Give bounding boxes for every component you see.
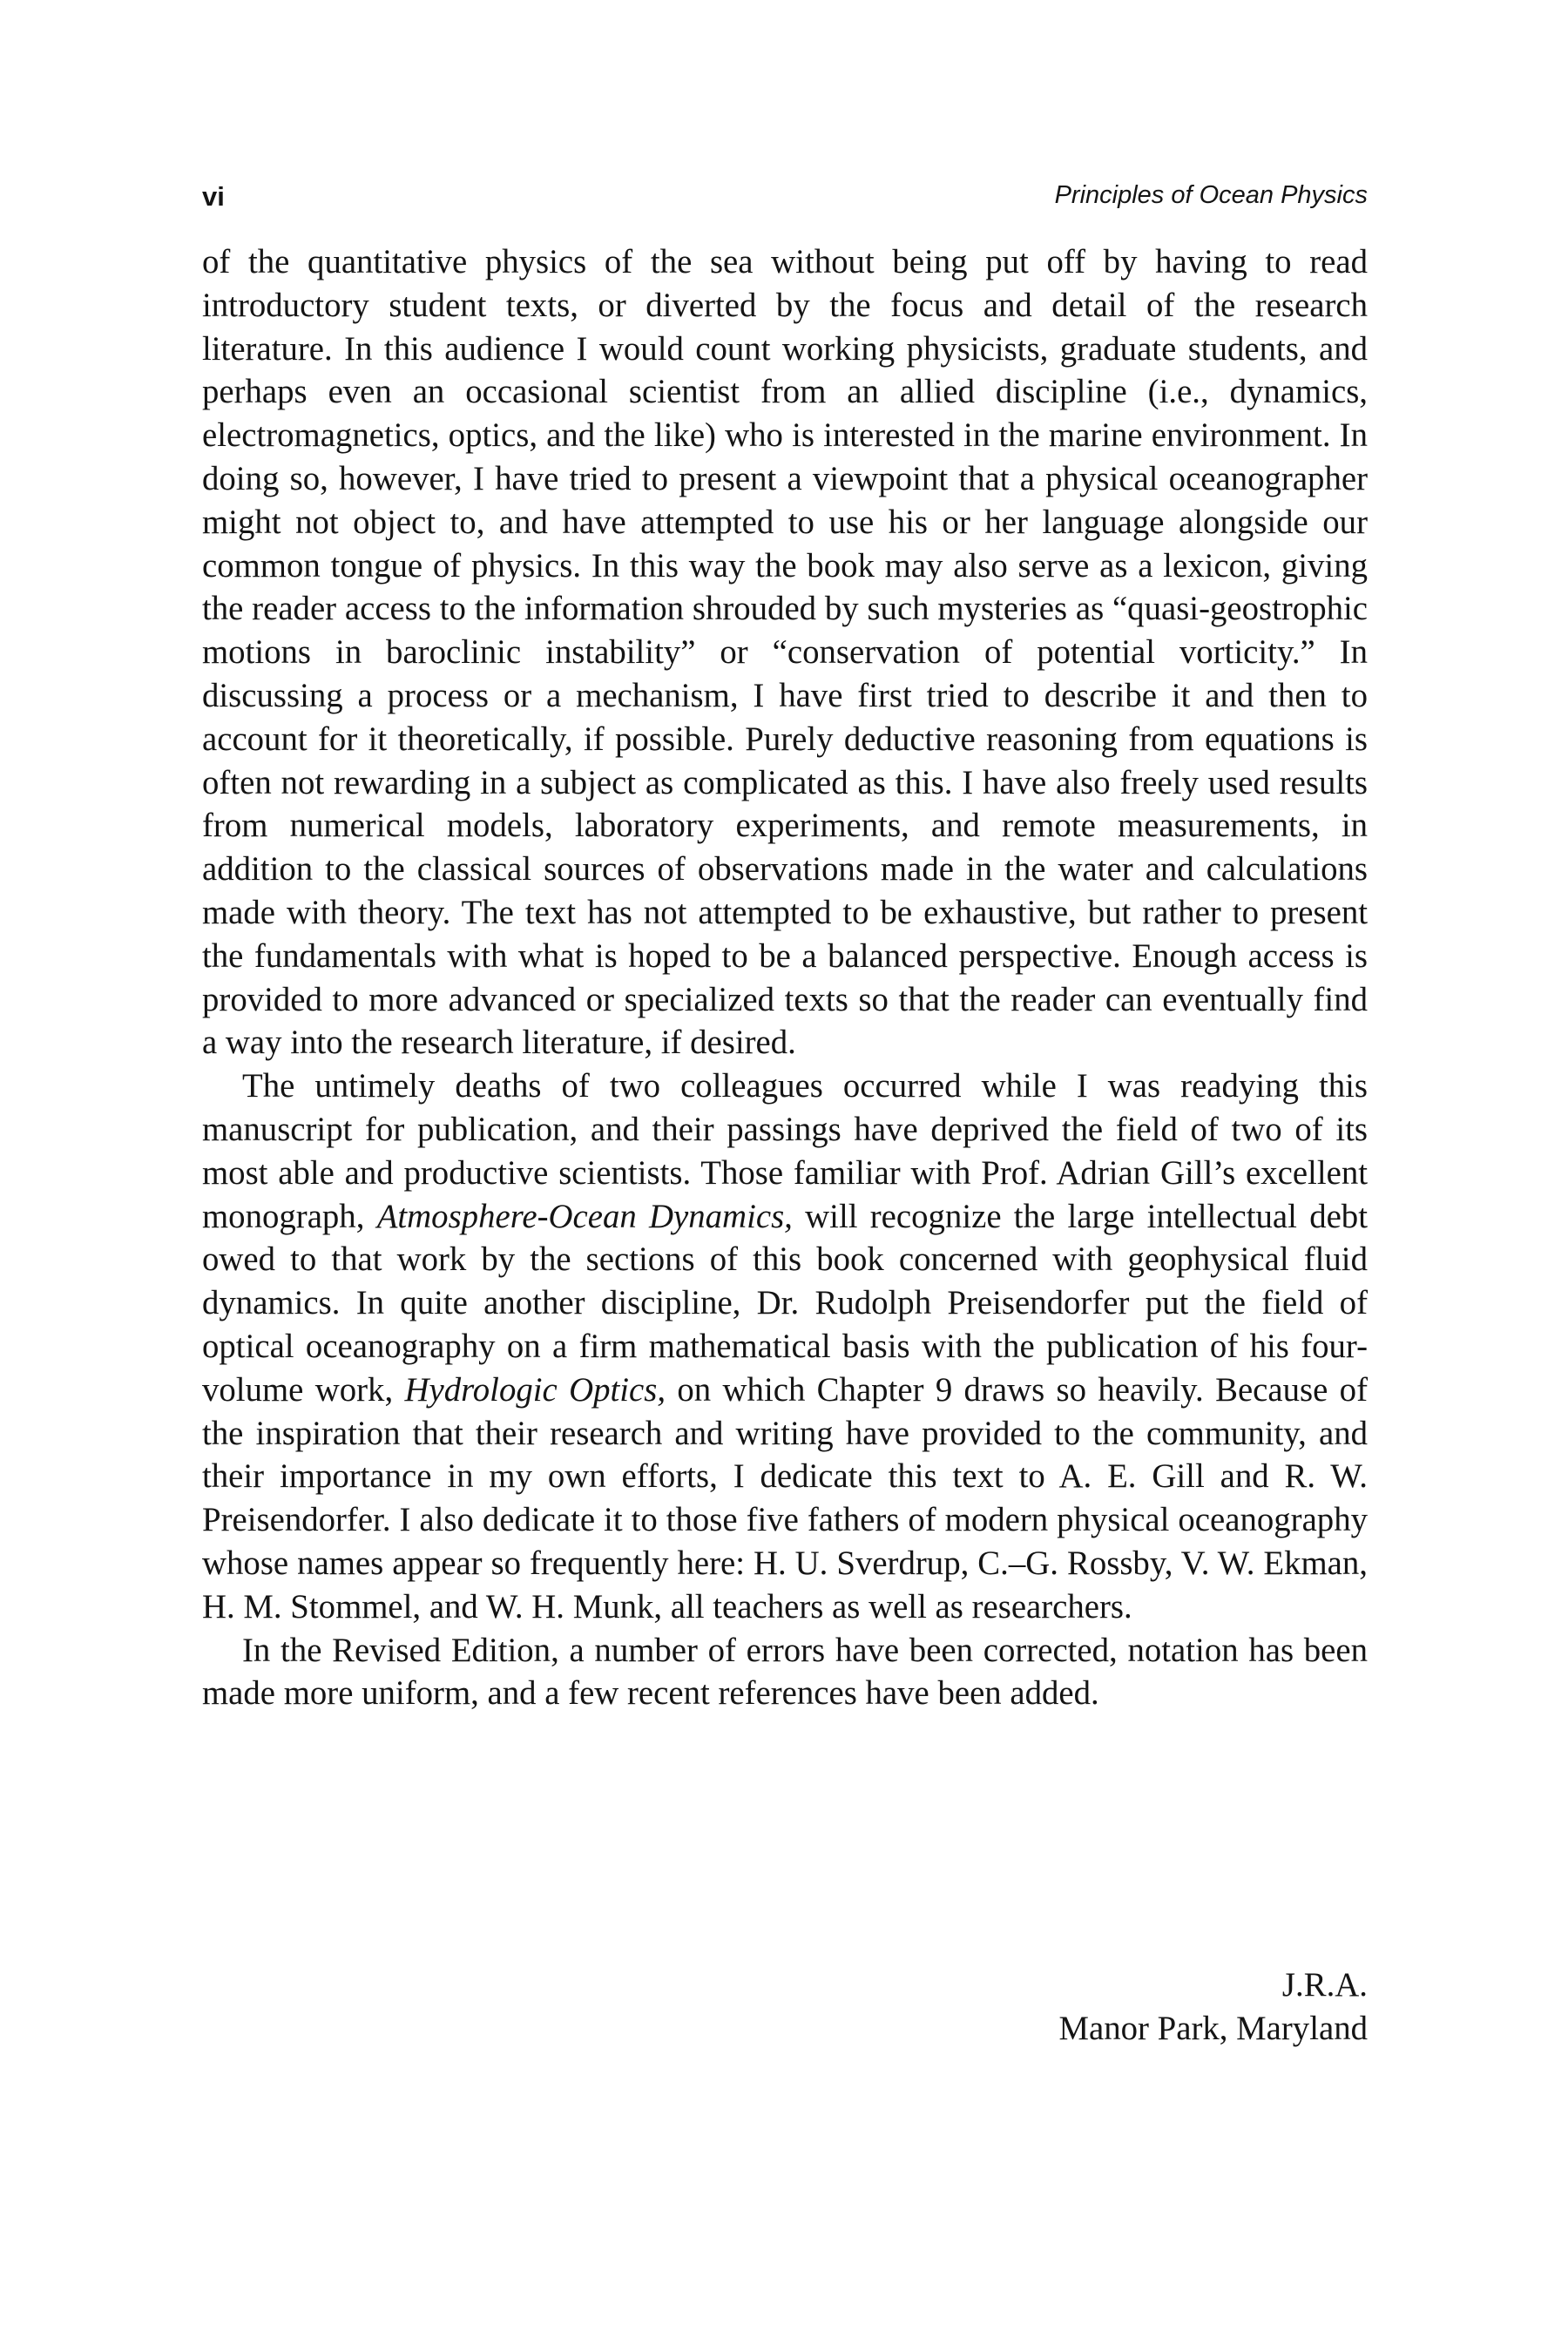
dedication-text-2: will recognize the large intellectual debt owed to that work by the sections of this book concerned with geophysical fluid dynamics. In quite another discipline, Dr. Rudolph Preisendorfer put the field of optical oceanography on a firm mathematical basis with the publication of his four-volume work, (202, 1197, 1368, 1409)
dedication-text-3: on which Chapter 9 draws so heavily. Because of the inspiration that their research and writing have provided to the community, and their importance in my own efforts, I dedicate this text to A. E. Gill and R. W. Preisendorfer. I also dedicate it to those five fathers of modern physical oceanography whose names appear so frequently here: H. U. Sverdrup, C.–G. Rossby, V. W. Ekman, H. M. Stommel, and W. H. Munk, all teachers as well as researchers. (202, 1370, 1368, 1625)
running-title: Principles of Ocean Physics (1054, 181, 1368, 209)
author-initials: J.R.A. (1281, 1966, 1368, 2004)
page-number: vi (202, 181, 225, 212)
paragraph-revised-edition: In the Revised Edition, a number of errors have been corrected, notation has been made more uniform, and a few recent references have been added. (202, 1631, 1368, 1713)
signature-block (1059, 1963, 1368, 2051)
author-location: Manor Park, Maryland (1058, 2010, 1368, 2047)
dedication-text-1: The untimely deaths of two colleagues occurred while I was readying this manuscript for publication, and their passings have deprived the field of two of its most able and productive scientists. Those familiar with Prof. Adrian Gill’s excellent monograph, (202, 1067, 1368, 1235)
paragraph-continued: of the quantitative physics of the sea without being put off by having to read introductory student texts, or diverted by the focus and detail of the research literature. In this audience I would count working physicists, graduate students, and perhaps even an occasional scientist from an allied discipline (i.e., dynamics, electromagnetics, optics, and the like) who is interested in the marine environment. In doing so, however, I have tried to present a viewpoint that a physical oceanographer might not object to, and have attempted to use his or her language alongside our common tongue of physics. In this way the book may also serve as a lexicon, giving the reader access to the information shrouded by such mysteries as “quasi-geostrophic motions in baroclinic instability” or “conservation of potential vorticity.” In discussing a process or a mechanism, I have first tried to describe it and then to account for it theoretically, if possible. Purely deductive reasoning from equations is often not rewarding in a subject as complicated as this. I have also freely used results from numerical models, laboratory experiments, and remote measurements, in addition to the classical sources of observations made in the water and calculations made with theory. The text has not attempted to be exhaustive, but rather to present the fundamentals with what is hoped to be a balanced perspective. Enough access is provided to more advanced or specialized texts so that the reader can eventually find a way into the research literature, if desired. (202, 243, 1368, 1062)
paragraph-dedication (202, 1064, 1368, 1628)
book-title-gill: Atmosphere-Ocean Dynamics, (376, 1197, 793, 1235)
body-text (202, 240, 1368, 1715)
running-head (202, 181, 1368, 216)
book-title-preisendorfer: Hydrologic Optics, (404, 1370, 666, 1409)
